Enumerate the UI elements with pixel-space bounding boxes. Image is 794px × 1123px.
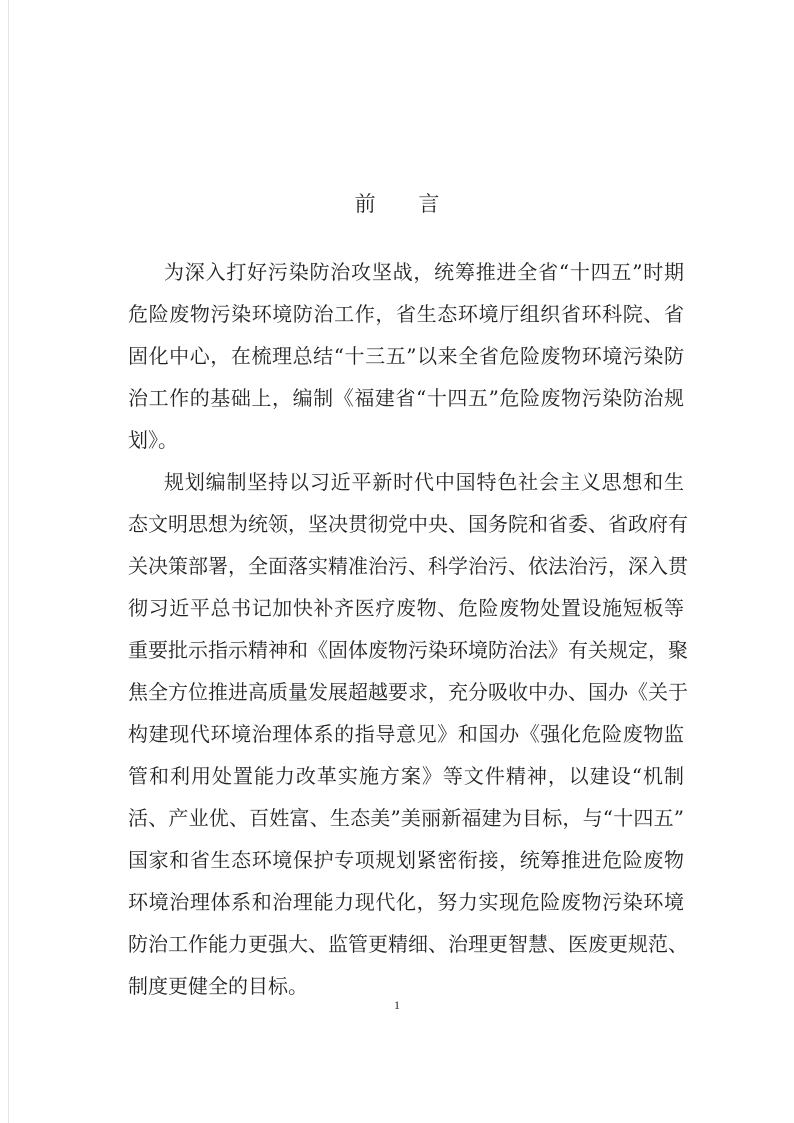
page-number: 1 [394, 998, 400, 1012]
scan-edge [8, 0, 9, 1123]
paragraph-line: 制度更健全的目标。 [128, 974, 308, 998]
paragraph-line: 焦全方位推进高质量发展超越要求，充分吸收中办、国办《关于 [128, 680, 688, 704]
paragraph-line: 彻习近平总书记加快补齐医疗废物、危险废物处置设施短板等 [128, 596, 684, 620]
paragraph-line: 规划编制坚持以习近平新时代中国特色社会主义思想和生 [164, 470, 684, 494]
paragraph-line: 治工作的基础上，编制《福建省“十四五”危险废物污染防治规 [128, 386, 684, 410]
page-title: 前 言 [354, 192, 458, 216]
paragraph-line: 重要批示指示精神和《固体废物污染环境防治法》有关规定，聚 [128, 638, 688, 662]
paragraph-line: 固化中心，在梳理总结“十三五”以来全省危险废物环境污染防 [128, 344, 684, 368]
paragraph-line: 构建现代环境治理体系的指导意见》和国办《强化危险废物监 [128, 722, 684, 746]
paragraph-line: 活、产业优、百姓富、生态美”美丽新福建为目标，与“十四五” [128, 806, 684, 830]
paragraph-line: 环境治理体系和治理能力现代化，努力实现危险废物污染环境 [128, 890, 684, 914]
paragraph-line: 国家和省生态环境保护专项规划紧密衔接，统筹推进危险废物 [128, 848, 684, 872]
paragraph-line: 为深入打好污染防治攻坚战，统筹推进全省“十四五”时期 [164, 260, 684, 284]
paragraph-line: 管和利用处置能力改革实施方案》等文件精神，以建设“机制 [128, 764, 684, 788]
paragraph-line: 划》。 [128, 428, 178, 452]
paragraph-line: 危险废物污染环境防治工作，省生态环境厅组织省环科院、省 [128, 302, 684, 326]
paragraph-line: 防治工作能力更强大、监管更精细、治理更智慧、医废更规范、 [128, 932, 688, 956]
paragraph-line: 态文明思想为统领，坚决贯彻党中央、国务院和省委、省政府有 [128, 512, 688, 536]
paragraph-line: 关决策部署，全面落实精准治污、科学治污、依法治污，深入贯 [128, 554, 688, 578]
document-body [128, 251, 688, 1007]
